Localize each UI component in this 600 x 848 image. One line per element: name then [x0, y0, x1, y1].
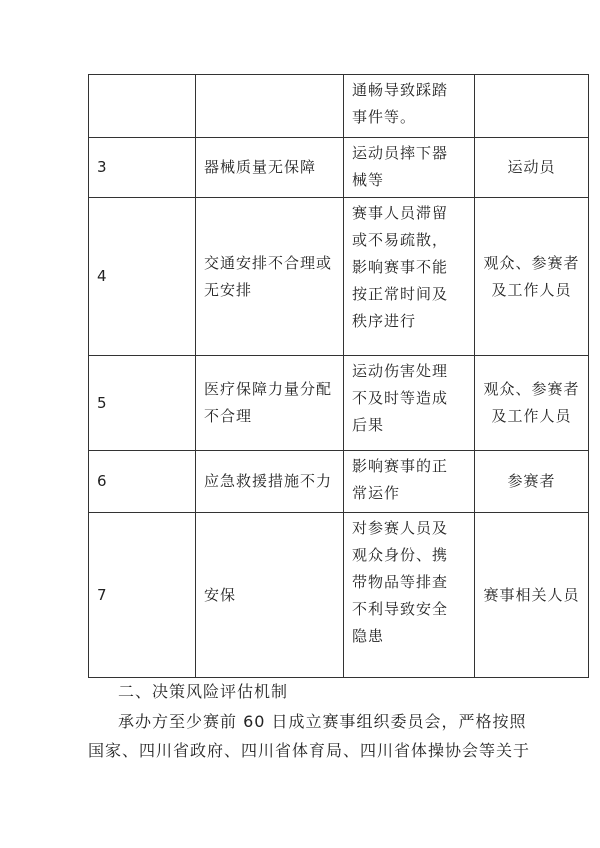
risk-description-cell: [196, 356, 344, 451]
affected-people-line: 观众、参赛者: [483, 253, 580, 272]
possible-result-line: 运动伤害处理: [352, 362, 449, 380]
risk-description-line: 医疗保障力量分配: [204, 380, 333, 398]
possible-result-line: 隐患: [352, 627, 385, 645]
table-row: [89, 356, 589, 451]
risk-description-cell: [196, 198, 344, 356]
row-number: 4: [97, 267, 108, 285]
possible-result-cell: [344, 198, 475, 356]
row-number-cell: [89, 198, 196, 356]
paragraph-line-1: 承办方至少赛前 60 日成立赛事组织委员会，严格按照: [118, 712, 527, 731]
affected-people-cell: [475, 138, 589, 198]
possible-result-line: 观众身份、携: [352, 546, 449, 564]
affected-people-line: 及工作人员: [491, 280, 572, 299]
affected-people-line: 运动员: [507, 158, 556, 176]
affected-people-cell: [475, 513, 589, 678]
row-number: 7: [97, 585, 108, 604]
risk-table: [88, 74, 589, 678]
affected-people-cell: [475, 75, 589, 138]
possible-result-line: 后果: [352, 416, 385, 434]
row-number: 6: [97, 472, 108, 490]
table-row: [89, 138, 589, 198]
possible-result-line: 或不易疏散，: [352, 231, 449, 249]
risk-table-body: [89, 75, 589, 678]
table-row: [89, 198, 589, 356]
risk-description-line: 交通安排不合理或: [204, 253, 333, 272]
possible-result-line: 影响赛事的正: [352, 457, 449, 475]
possible-result-cell: [344, 513, 475, 678]
possible-result-line: 不利导致安全: [352, 600, 449, 618]
section-heading: 二、决策风险评估机制: [118, 682, 289, 701]
paragraph-line-2: 国家、四川省政府、四川省体育局、四川省体操协会等关于: [88, 741, 531, 760]
affected-people-cell: [475, 356, 589, 451]
possible-result-line: 运动员摔下器: [352, 144, 449, 162]
possible-result-line: 按正常时间及: [352, 285, 449, 303]
row-number-cell: [89, 138, 196, 198]
affected-people-cell: [475, 451, 589, 513]
risk-description-cell: [196, 138, 344, 198]
affected-people-line: 观众、参赛者: [483, 380, 580, 398]
possible-result-cell: [344, 75, 475, 138]
risk-description-line: 器械质量无保障: [204, 158, 317, 176]
affected-people-cell: [475, 198, 589, 356]
risk-description-line: 应急救援措施不力: [204, 472, 333, 490]
risk-description-line: 无安排: [204, 280, 253, 299]
table-row: [89, 513, 589, 678]
risk-description-line: 安保: [204, 585, 237, 604]
affected-people-line: 参赛者: [507, 472, 556, 490]
risk-description-line: 不合理: [204, 407, 253, 425]
possible-result-line: 秩序进行: [352, 312, 417, 330]
row-number-cell: [89, 356, 196, 451]
affected-people-line: 及工作人员: [491, 407, 572, 425]
possible-result-line: 通畅导致踩踏: [352, 81, 449, 99]
affected-people-line: 赛事相关人员: [483, 585, 580, 604]
possible-result-line: 影响赛事不能: [352, 258, 449, 276]
row-number-cell: [89, 451, 196, 513]
possible-result-cell: [344, 356, 475, 451]
row-number: 3: [97, 158, 108, 176]
possible-result-line: 赛事人员滞留: [352, 204, 449, 222]
risk-description-cell: [196, 513, 344, 678]
possible-result-line: 械等: [352, 171, 385, 189]
row-number-cell: [89, 513, 196, 678]
table-row: [89, 451, 589, 513]
table-row: [89, 75, 589, 138]
possible-result-line: 不及时等造成: [352, 389, 449, 407]
possible-result-line: 带物品等排查: [352, 573, 449, 591]
possible-result-line: 事件等。: [352, 108, 417, 126]
possible-result-line: 对参赛人员及: [352, 519, 449, 537]
risk-description-cell: [196, 75, 344, 138]
possible-result-cell: [344, 138, 475, 198]
possible-result-line: 常运作: [352, 484, 401, 502]
row-number-cell: [89, 75, 196, 138]
possible-result-cell: [344, 451, 475, 513]
risk-description-cell: [196, 451, 344, 513]
row-number: 5: [97, 393, 108, 412]
